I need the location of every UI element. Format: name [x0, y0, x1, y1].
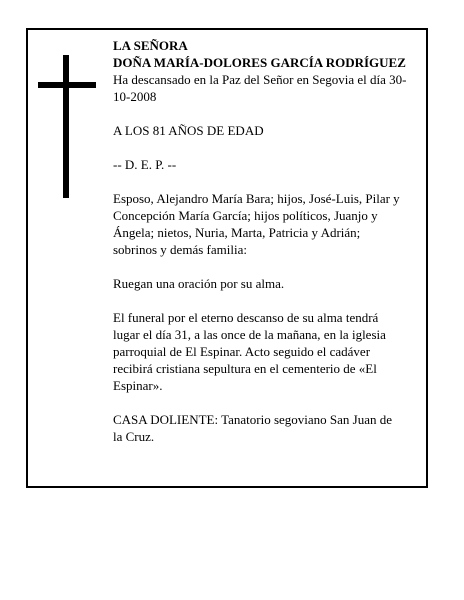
- family-block: Esposo, Alejandro María Bara; hijos, José-Luis, Pilar y Concepción María García; hijos políticos, Juanjo y Ángela; nietos, Nuria, Marta, Patricia y Adrián; sobrinos y demás familia:: [113, 191, 400, 257]
- deceased-name: DOÑA MARÍA-DOLORES GARCÍA RODRÍGUEZ: [113, 55, 406, 70]
- obituary-text: [113, 37, 421, 445]
- death-announcement: Ha descansado en la Paz del Señor en Segovia el día 30- 10-2008: [113, 72, 407, 104]
- cross-icon-bar: [38, 82, 96, 88]
- title-line: LA SEÑORA: [113, 38, 188, 53]
- funeral-block: El funeral por el eterno descanso de su alma tendrá lugar el día 31, a las once de la mañana, en la iglesia parroquial de El Espinar. Acto seguido el cadáver recibirá cristiana sepultura en el cementerio de «El Espinar».: [113, 310, 386, 393]
- rip-line: -- D. E. P. --: [113, 157, 177, 172]
- cross-icon: [63, 55, 69, 198]
- mourning-block: CASA DOLIENTE: Tanatorio segoviano San Juan de la Cruz.: [113, 412, 393, 444]
- age-line: A LOS 81 AÑOS DE EDAD: [113, 123, 264, 138]
- prayer-line: Ruegan una oración por su alma.: [113, 276, 285, 291]
